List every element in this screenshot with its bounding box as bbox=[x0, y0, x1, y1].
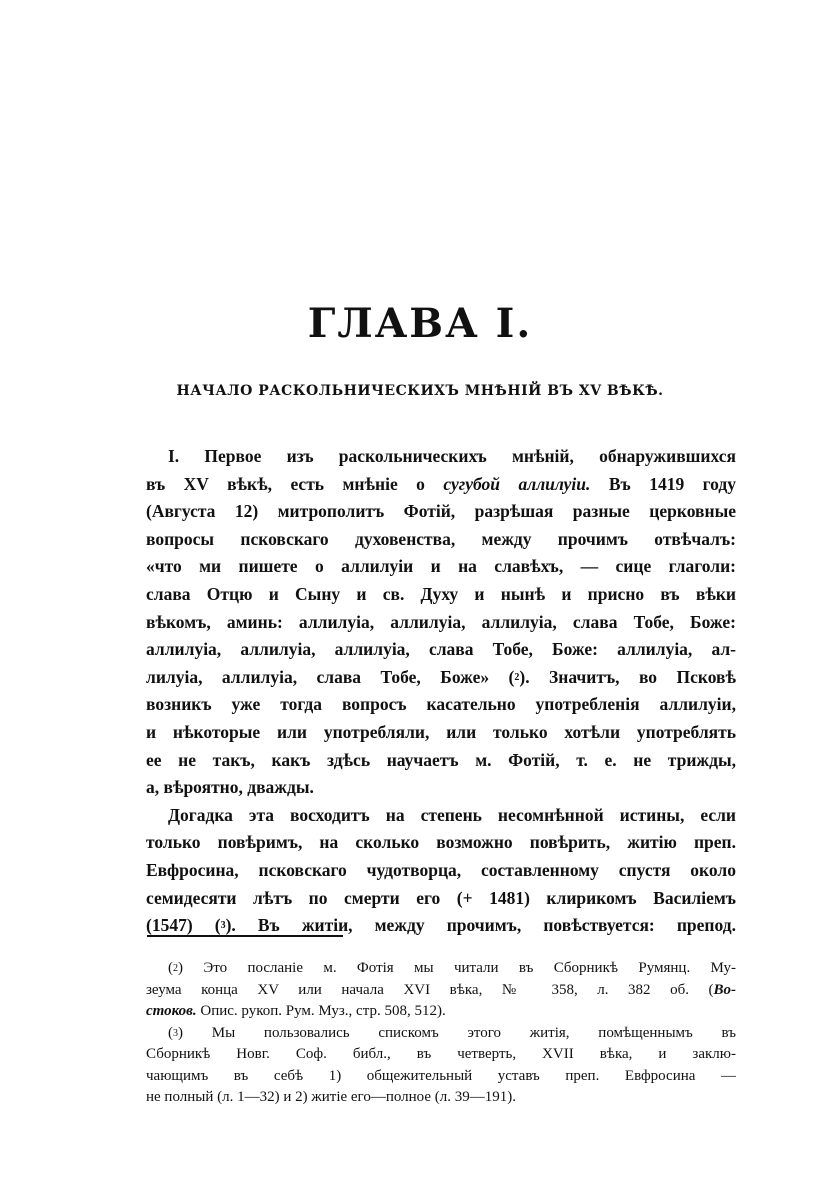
text-line: семидесяти лѣтъ по смерти его (+ 1481) клирикомъ Василіемъ bbox=[146, 887, 736, 908]
footnote-line: стоков. Опис. рукоп. Рум. Муз., стр. 508, 512). bbox=[146, 1003, 446, 1019]
footnote-line: зеума конца XV или начала XVI вѣка, № 358, л. 382 об. (Во- bbox=[146, 981, 736, 998]
footnote-separator bbox=[147, 935, 343, 937]
text-line: слава Отцю и Сыну и св. Духу и нынѣ и присно въ вѣки bbox=[146, 583, 736, 604]
chapter-title: ГЛАВА I. bbox=[307, 300, 533, 347]
footnote-line: чающимъ въ себѣ 1) общежительный уставъ преп. Евфросина — bbox=[146, 1067, 736, 1084]
text-line: аллилуіа, аллилуіа, аллилуіа, слава Тобе, Боже: аллилуіа, ал- bbox=[146, 639, 736, 660]
chapter-subtitle: НАЧАЛО РАСКОЛЬНИЧЕСКИХЪ МНѢНІЙ ВЪ XV ВѢКѢ. bbox=[176, 383, 664, 399]
text-line: а, вѣроятно, дважды. bbox=[146, 777, 314, 798]
footnote-ref: 2 bbox=[514, 671, 520, 683]
main-text bbox=[146, 443, 736, 940]
text-line: I. Первое изъ раскольническихъ мнѣній, обнаружившихся bbox=[168, 446, 736, 466]
footnote-line: Сборникѣ Новг. Соф. библ., въ четверть, XVII вѣка, и заклю- bbox=[146, 1046, 736, 1062]
text-line: въ XV вѣкѣ, есть мнѣніе о сугубой аллилуіи. Въ 1419 году bbox=[146, 473, 736, 494]
footnote-line: не полный (л. 1—32) и 2) житіе его—полное (л. 39—191). bbox=[146, 1089, 516, 1105]
footnotes bbox=[146, 958, 736, 1109]
footnote-line: ($^2$) Это посланіе м. Фотія мы читали въ Сборникѣ Румянц. Му- bbox=[168, 960, 736, 976]
text-line: (1547) ($^3$). Въ житіи, между прочимъ, повѣствуется: препод. bbox=[146, 915, 736, 936]
text-line: и нѣкоторые или употребляли, или только хотѣли употреблять bbox=[146, 721, 736, 742]
text-line: лилуіа, аллилуіа, слава Тобе, Боже» ($^2$). Значитъ, во Псковѣ bbox=[146, 666, 736, 687]
text-line: «что ми пишете о аллилуіи и на славѣхъ, — сице глаголи: bbox=[146, 556, 736, 577]
text-line: ее не такъ, какъ здѣсь научаетъ м. Фотій, т. е. не трижды, bbox=[146, 749, 736, 770]
footnote-ref: 3 bbox=[220, 920, 226, 932]
text-line: вѣкомъ, аминь: аллилуіа, аллилуіа, аллилуіа, слава Тобе, Боже: bbox=[146, 611, 736, 632]
footnote-line: ($^3$) Мы пользовались спискомъ этого житія, помѣщеннымъ въ bbox=[168, 1024, 736, 1041]
text-line: только повѣримъ, на сколько возможно повѣрить, житію преп. bbox=[146, 832, 736, 853]
text-line: (Августа 12) митрополитъ Фотій, разрѣшая разные церковные bbox=[146, 501, 736, 522]
text-line: возникъ уже тогда вопросъ касательно употребленія аллилуіи, bbox=[146, 694, 736, 715]
italic-term: сугубой аллилуіи. bbox=[443, 473, 591, 494]
text-line: Евфросина, псковскаго чудотворца, составленному спустя около bbox=[146, 859, 736, 880]
text-line: Догадка эта восходитъ на степень несомнѣнной истины, если bbox=[168, 804, 736, 825]
text-line: вопросы псковскаго духовенства, между прочимъ отвѣчалъ: bbox=[146, 528, 736, 549]
